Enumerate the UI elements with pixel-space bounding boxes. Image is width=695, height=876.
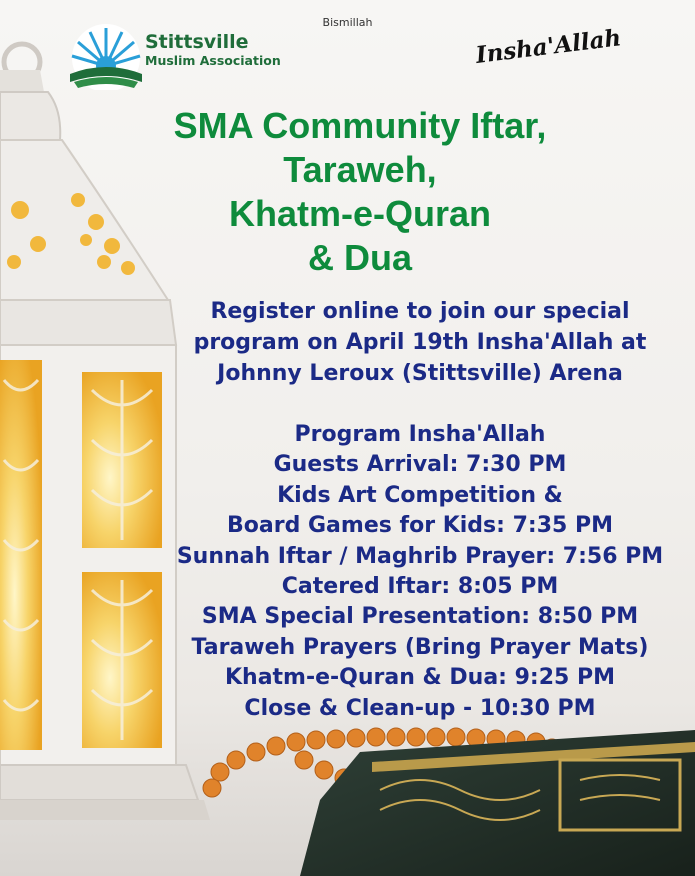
bismillah-text: Bismillah [322,16,373,29]
event-title [110,104,610,280]
title-line: Khatm-e-Quran [228,193,492,234]
intro-line: program on April 19th Insha'Allah at [193,330,647,355]
schedule-item: Catered Iftar: 8:05 PM [281,574,559,600]
title-line: Taraweh, [283,149,437,190]
intro-line: Johnny Leroux (Stittsville) Arena [217,361,623,386]
insha-allah-text: Insha'Allah [474,24,623,69]
title-line: & Dua [307,237,412,278]
schedule-item: Guests Arrival: 7:30 PM [273,452,567,478]
schedule-item: SMA Special Presentation: 8:50 PM [201,604,639,630]
schedule-item: Taraweh Prayers (Bring Prayer Mats) [191,634,649,660]
program-schedule [150,420,690,724]
schedule-item: Board Games for Kids: 7:35 PM [227,513,613,539]
logo-name-line2: Muslim Association [145,53,281,68]
schedule-item: Kids Art Competition & [277,482,563,508]
intro-line: Register online to join our special [210,299,630,324]
schedule-item: Khatm-e-Quran & Dua: 9:25 PM [224,665,616,691]
sunrise-logo-icon [68,22,148,90]
logo-name-line1: Stittsville [145,31,249,53]
registration-info [150,296,690,389]
schedule-item: Close & Clean-up - 10:30 PM [244,695,596,721]
quran-book-illustration [300,730,695,876]
title-line: SMA Community Iftar, [173,105,547,146]
schedule-item: Sunnah Iftar / Maghrib Prayer: 7:56 PM [176,543,664,569]
logo-wordmark [145,31,281,69]
program-heading: Program Insha'Allah [294,422,546,447]
